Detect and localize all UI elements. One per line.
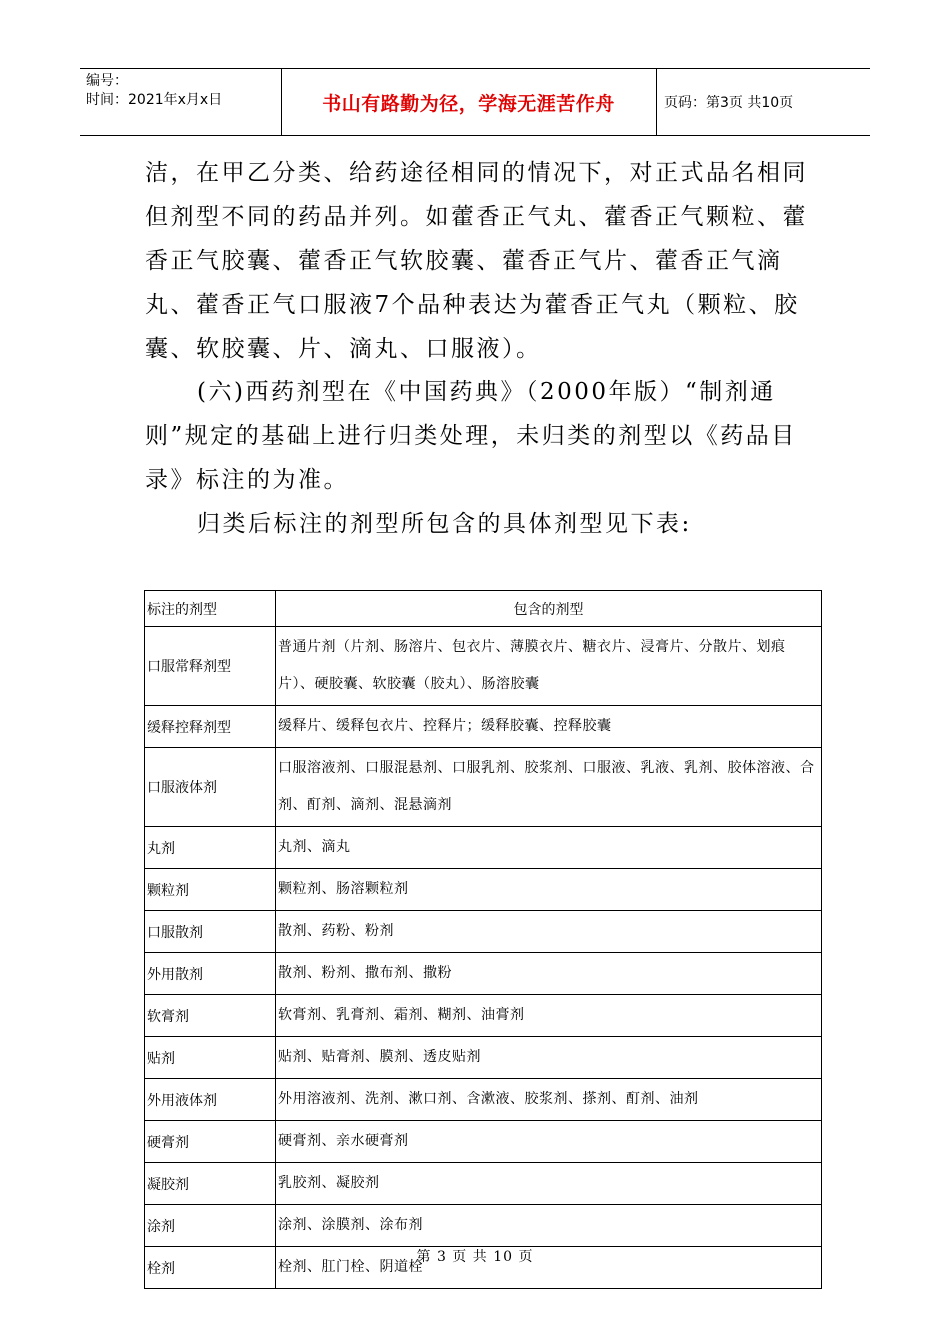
body-paragraph: (六)西药剂型在《中国药典》（2000年版）“制剂通则”规定的基础上进行归类处理，未归类的剂型以《药品目录》标注的为准。 [145,379,797,493]
table-row [145,911,822,953]
header-motto: 书山有路勤为径，学海无涯苦作舟 [322,92,615,115]
included-forms-cell: 颗粒剂、肠溶颗粒剂 [276,869,822,911]
included-forms-cell: 缓释片、缓释包衣片、控释片；缓释胶囊、控释胶囊 [276,706,822,748]
body-paragraph: 洁，在甲乙分类、给药途径相同的情况下，对正式品名相同但剂型不同的药品并列。如藿香正气丸、藿香正气颗粒、藿香正气胶囊、藿香正气软胶囊、藿香正气片、藿香正气滴丸、藿香正气口服液7个品种表达为藿香正气丸（颗粒、胶囊、软胶囊、片、滴丸、口服液）。 [145,160,808,362]
table-row [145,995,822,1037]
table-row [145,1121,822,1163]
column-header-included-forms: 包含的剂型 [276,591,822,627]
included-forms-cell: 乳胶剂、凝胶剂 [276,1163,822,1205]
labeled-form-cell: 凝胶剂 [145,1163,276,1205]
labeled-form-cell: 口服常释剂型 [145,627,276,706]
labeled-form-cell: 丸剂 [145,827,276,869]
included-forms-cell: 口服溶液剂、口服混悬剂、口服乳剂、胶浆剂、口服液、乳液、乳剂、胶体溶液、合剂、酊剂、滴剂、混悬滴剂 [276,748,822,827]
labeled-form-cell: 涂剂 [145,1205,276,1247]
table-row [145,748,822,827]
table-row [145,1205,822,1247]
column-header-labeled-form: 标注的剂型 [145,591,276,627]
labeled-form-cell: 口服液体剂 [145,748,276,827]
labeled-form-cell: 硬膏剂 [145,1121,276,1163]
included-forms-cell: 贴剂、贴膏剂、膜剂、透皮贴剂 [276,1037,822,1079]
labeled-form-cell: 软膏剂 [145,995,276,1037]
included-forms-cell: 丸剂、滴丸 [276,827,822,869]
table-row [145,869,822,911]
number-label: 编号： [86,73,128,89]
header-page-info: 页码：第3页 共10页 [664,95,794,111]
labeled-form-cell: 贴剂 [145,1037,276,1079]
included-forms-cell: 涂剂、涂膜剂、涂布剂 [276,1205,822,1247]
included-forms-cell: 栓剂、肛门栓、阴道栓 [276,1247,822,1289]
labeled-form-cell: 口服散剂 [145,911,276,953]
time-label: 时间：2021年x月x日 [86,92,223,108]
included-forms-cell: 软膏剂、乳膏剂、霜剂、糊剂、油膏剂 [276,995,822,1037]
included-forms-cell: 硬膏剂、亲水硬膏剂 [276,1121,822,1163]
page-header [80,68,870,136]
page-footer: 第 3 页 共 10 页 [416,1249,534,1265]
included-forms-cell: 普通片剂（片剂、肠溶片、包衣片、薄膜衣片、糖衣片、浸膏片、分散片、划痕片）、硬胶囊、软胶囊（胶丸）、肠溶胶囊 [276,627,822,706]
dosage-form-table [144,590,822,1289]
table-header-row [145,591,822,627]
table-row [145,1163,822,1205]
included-forms-cell: 散剂、粉剂、撒布剂、撒粉 [276,953,822,995]
labeled-form-cell: 外用液体剂 [145,1079,276,1121]
table-intro: 归类后标注的剂型所包含的具体剂型见下表: [197,511,692,537]
table-row [145,627,822,706]
table-row [145,1037,822,1079]
labeled-form-cell: 缓释控释剂型 [145,706,276,748]
table-row [145,706,822,748]
table-row [145,827,822,869]
table-row [145,1079,822,1121]
labeled-form-cell: 栓剂 [145,1247,276,1289]
labeled-form-cell: 外用散剂 [145,953,276,995]
header-meta [86,72,222,110]
included-forms-cell: 外用溶液剂、洗剂、漱口剂、含漱液、胶浆剂、搽剂、酊剂、油剂 [276,1079,822,1121]
table-row [145,953,822,995]
labeled-form-cell: 颗粒剂 [145,869,276,911]
included-forms-cell: 散剂、药粉、粉剂 [276,911,822,953]
